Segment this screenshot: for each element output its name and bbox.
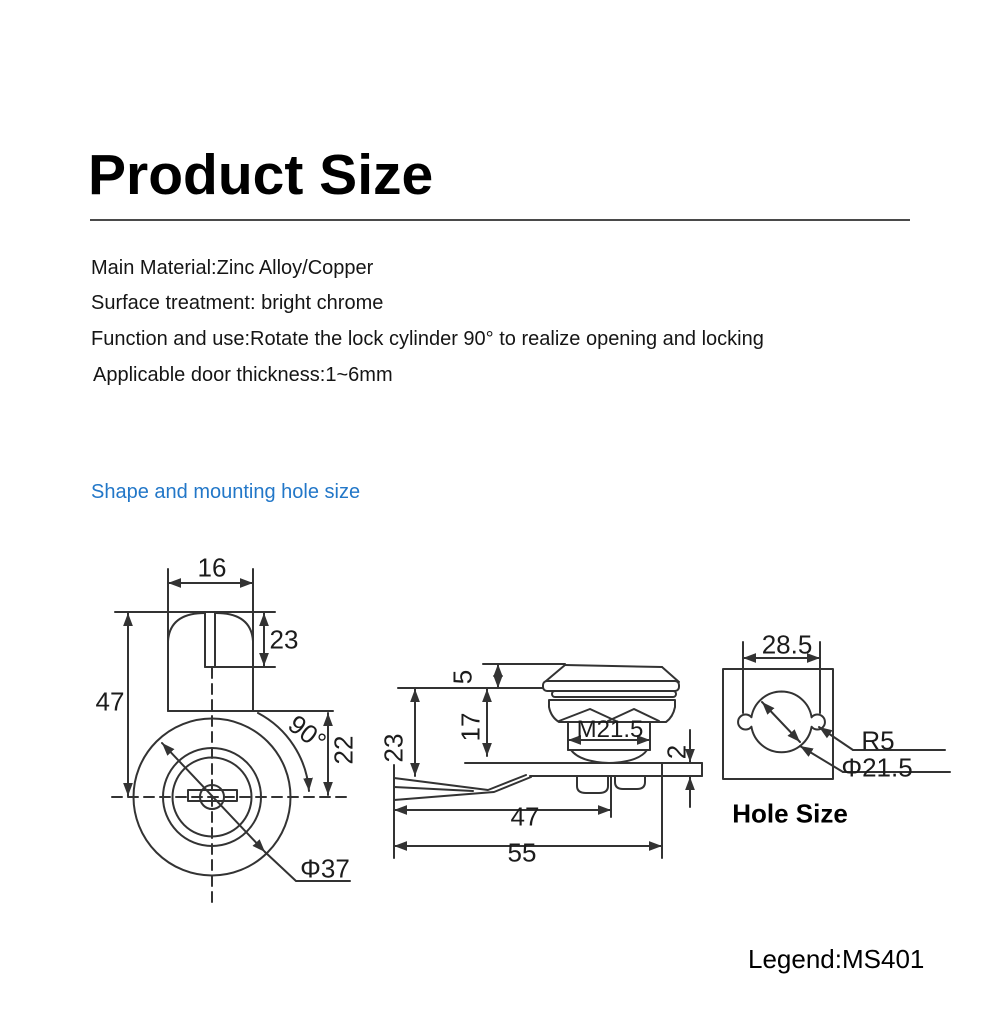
legend-text: Legend:MS401 (748, 944, 925, 974)
dim-label-head-height: 5 (447, 669, 478, 685)
dim-label-notch-radius: R5 (861, 725, 895, 756)
dim-label-hole-width: 28.5 (761, 629, 813, 660)
dim-label-hole-diameter: Φ21.5 (841, 752, 913, 783)
dim-label-body-length: 17 (455, 712, 486, 742)
section-heading: Shape and mounting hole size (91, 481, 361, 503)
dim-label-face-diameter: Φ37 (300, 853, 350, 884)
dim-label-front-height: 47 (95, 686, 125, 717)
leader-phi215-arrow (800, 746, 843, 772)
panel-square (723, 669, 833, 779)
cam-crease (394, 787, 473, 791)
dim-label-rotation: 90° (282, 708, 333, 757)
hole-view-drawing (723, 642, 950, 779)
dim-label-thread: M21.5 (576, 716, 644, 743)
dim-label-total-length: 55 (507, 837, 537, 868)
spec-function: Function and use:Rotate the lock cylinder 90° to realize opening and locking (91, 328, 764, 350)
spec-thickness: Applicable door thickness:1~6mm (93, 364, 393, 386)
dim-label-offset: 22 (328, 735, 359, 765)
dim-label-front-width: 16 (197, 552, 227, 583)
spec-material: Main Material:Zinc Alloy/Copper (91, 257, 374, 279)
dim-label-front-cam-depth: 23 (269, 624, 299, 655)
page-title: Product Size (88, 143, 434, 207)
dim-label-panel-gap: 2 (661, 744, 692, 760)
dim-label-cam-length: 47 (510, 801, 540, 832)
leader-r5-arrow (819, 727, 853, 750)
side-view-drawing (394, 664, 702, 858)
dim-label-overall-depth: 23 (378, 733, 409, 763)
hole-diameter-line (762, 702, 800, 742)
hole-size-caption: Hole Size (732, 798, 848, 829)
spec-surface: Surface treatment: bright chrome (91, 292, 384, 314)
